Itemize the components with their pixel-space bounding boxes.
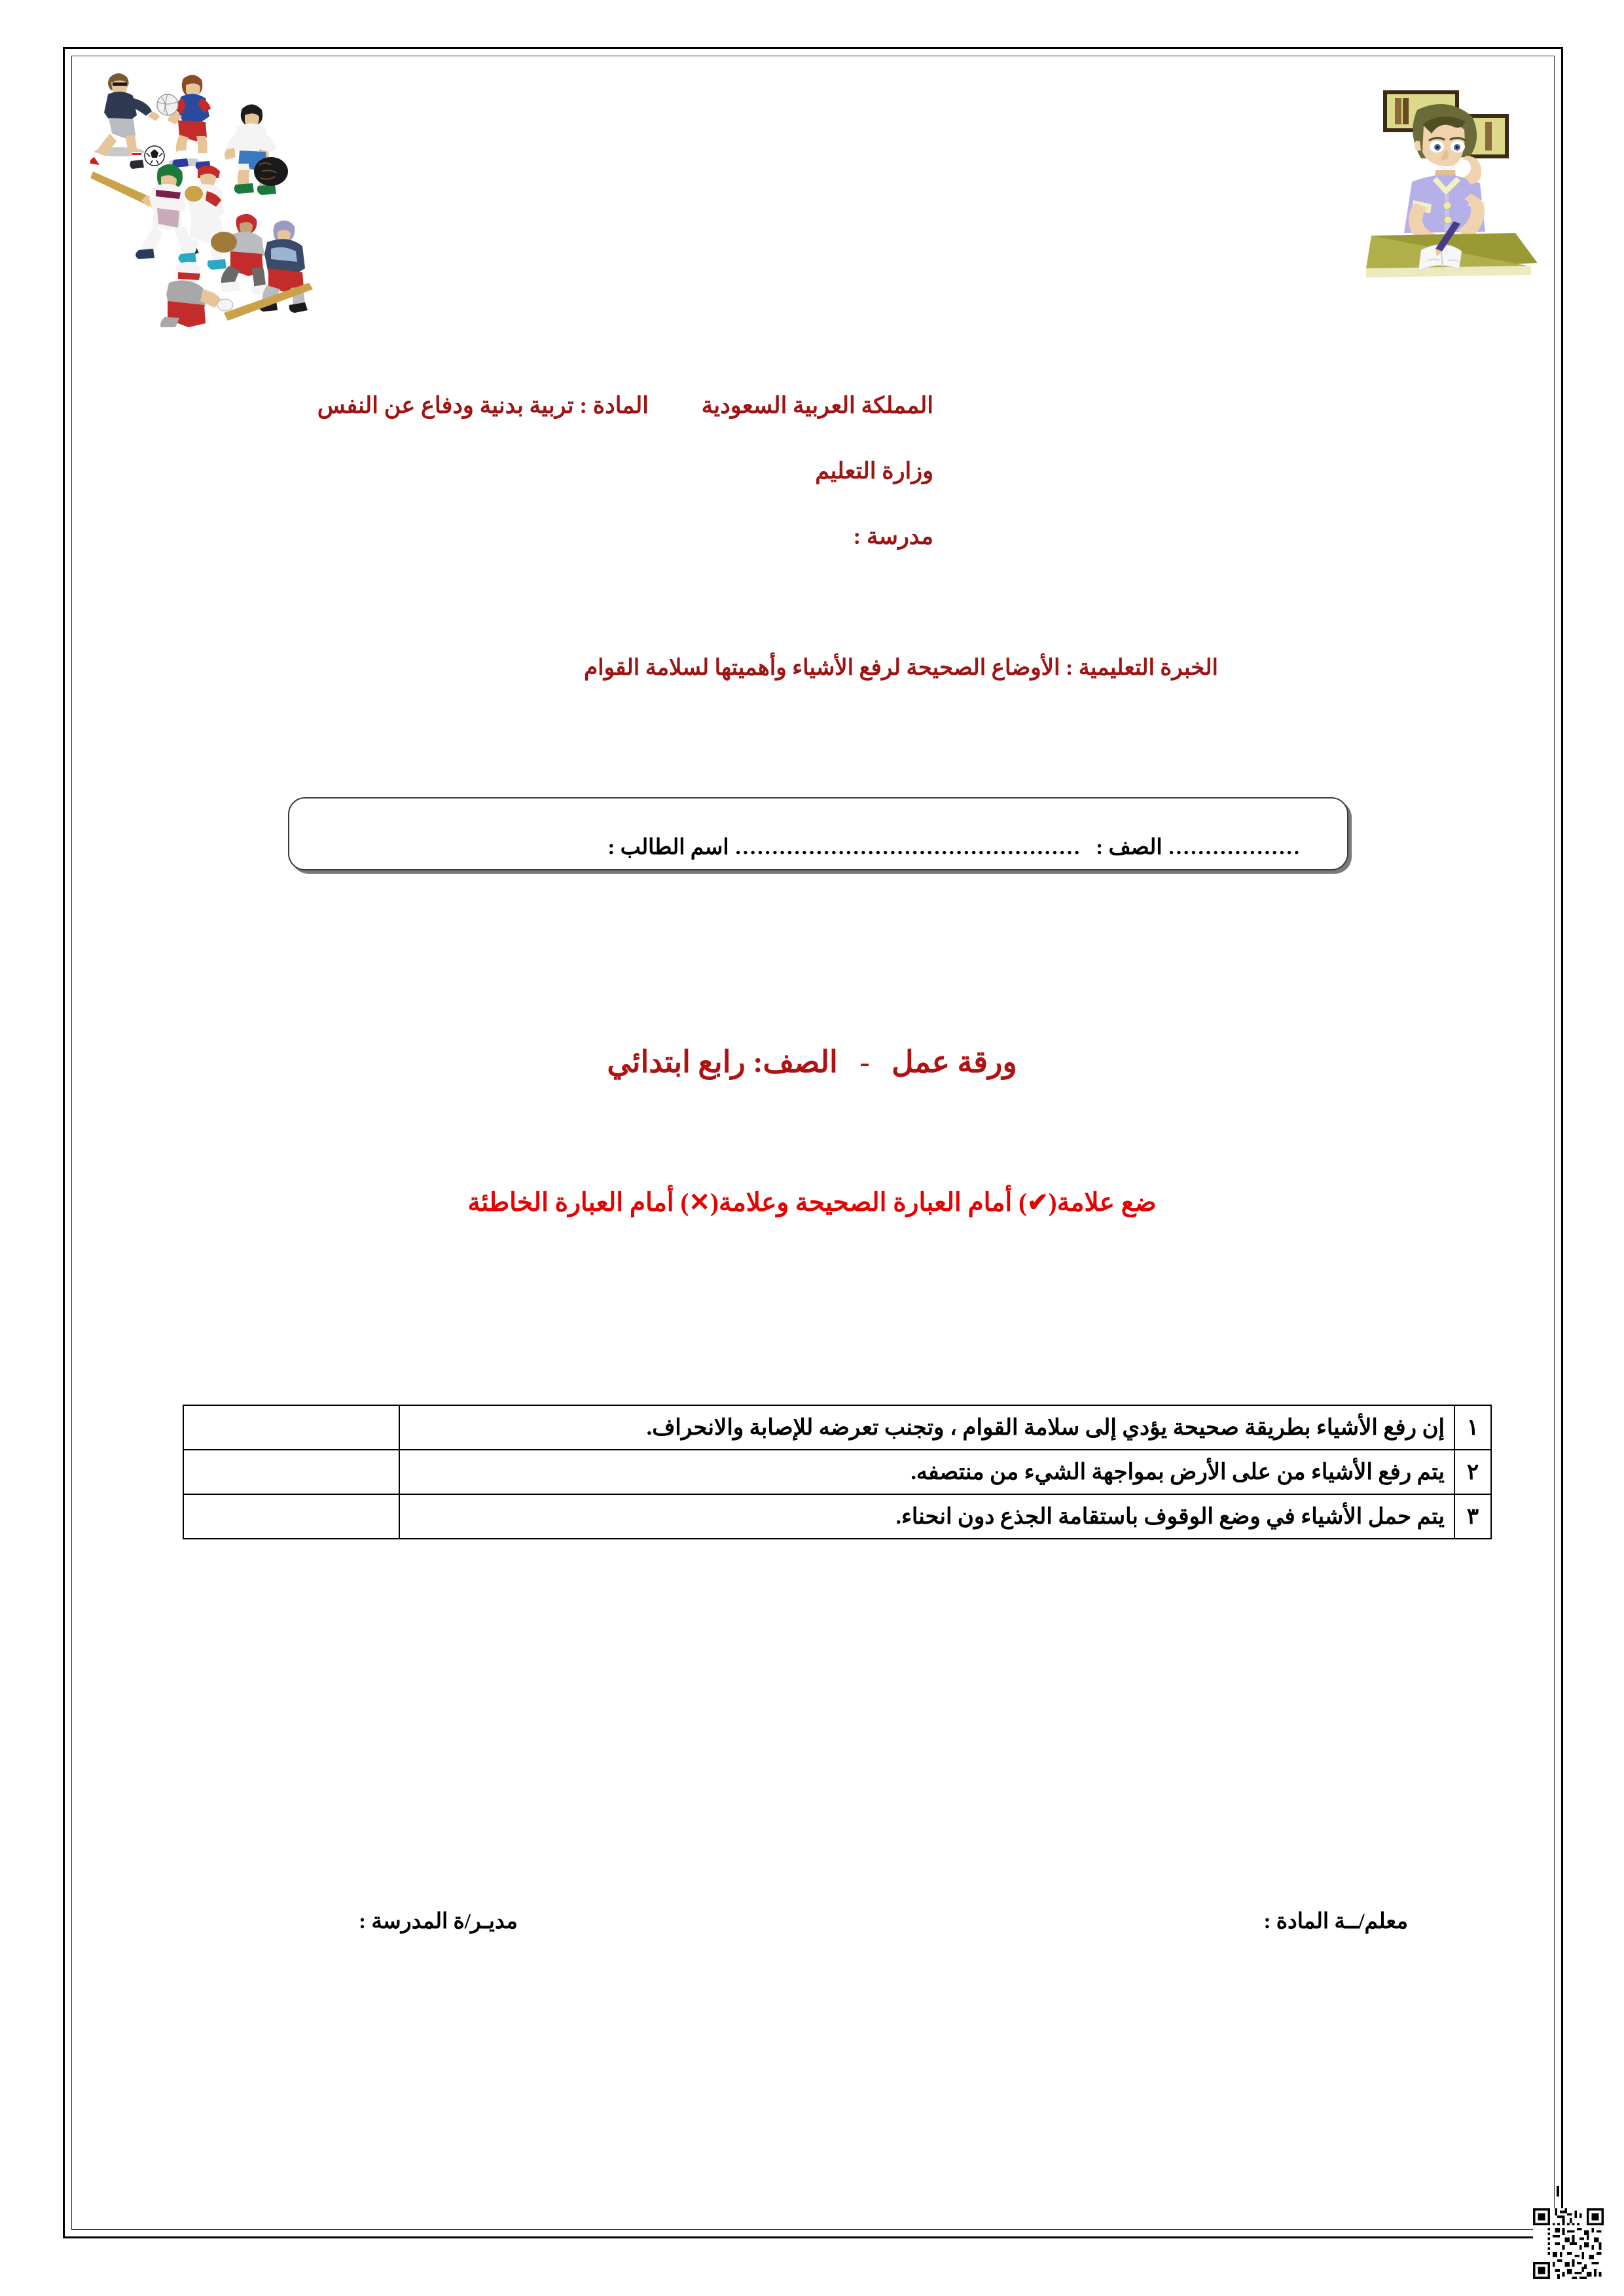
- row-statement: إن رفع الأشياء بطريقة صحيحة يؤدي إلى سلامة القوام ، وتجنب تعرضه للإصابة والانحراف.: [399, 1405, 1454, 1450]
- boy-studying-image: [1349, 72, 1545, 288]
- educational-experience-label: الخبرة التعليمية : الأوضاع الصحيحة لرفع الأشياء وأهميتها لسلامة القوام: [584, 656, 1218, 680]
- qr-tick-mark: [1557, 2186, 1559, 2197]
- student-info-box: [288, 797, 1348, 870]
- row-number: ٣: [1454, 1494, 1491, 1539]
- class-field[interactable]: [1096, 834, 1301, 860]
- instruction-text: ضع علامة(✔) أمام العبارة الصحيحة وعلامة(✕) أمام العبارة الخاطئة: [467, 1189, 1157, 1217]
- student-name-field[interactable]: [607, 834, 1081, 860]
- ministry-label: وزارة التعليم: [815, 458, 933, 484]
- questions-table: [183, 1405, 1492, 1539]
- title-separator: -: [859, 1045, 870, 1079]
- table-row: [183, 1405, 1491, 1450]
- principal-signature-label: مديـر/ة المدرسة :: [359, 1910, 518, 1933]
- row-answer-cell[interactable]: [183, 1405, 399, 1450]
- teacher-signature-label: معلم/ــة المادة :: [1263, 1910, 1408, 1933]
- worksheet-label: ورقة عمل: [892, 1045, 1017, 1079]
- row-statement: يتم حمل الأشياء في وضع الوقوف باستقامة الجذع دون انحناء.: [399, 1494, 1454, 1539]
- row-answer-cell[interactable]: [183, 1450, 399, 1494]
- qr-code-image: [1533, 2208, 1604, 2279]
- grade-label: الصف: رابع ابتدائي: [607, 1045, 838, 1079]
- subject-label: المادة : تربية بدنية ودفاع عن النفس: [317, 393, 649, 418]
- table-row: [183, 1494, 1491, 1539]
- school-label: مدرسة :: [853, 524, 933, 549]
- kingdom-label: المملكة العربية السعودية: [701, 393, 933, 418]
- sports-collage-image: [79, 52, 327, 327]
- student-name-dots: ...............................................: [735, 836, 1082, 859]
- row-answer-cell[interactable]: [183, 1494, 399, 1539]
- table-row: [183, 1450, 1491, 1494]
- row-statement: يتم رفع الأشياء من على الأرض بمواجهة الشيء من منتصفه.: [399, 1450, 1454, 1494]
- row-number: ١: [1454, 1405, 1491, 1450]
- questions-table-body: [183, 1405, 1491, 1539]
- student-name-label: اسم الطالب :: [607, 836, 729, 859]
- page-title: [0, 1044, 1624, 1079]
- class-label: الصف :: [1096, 836, 1163, 859]
- class-dots: ..................: [1168, 836, 1301, 859]
- row-number: ٢: [1454, 1450, 1491, 1494]
